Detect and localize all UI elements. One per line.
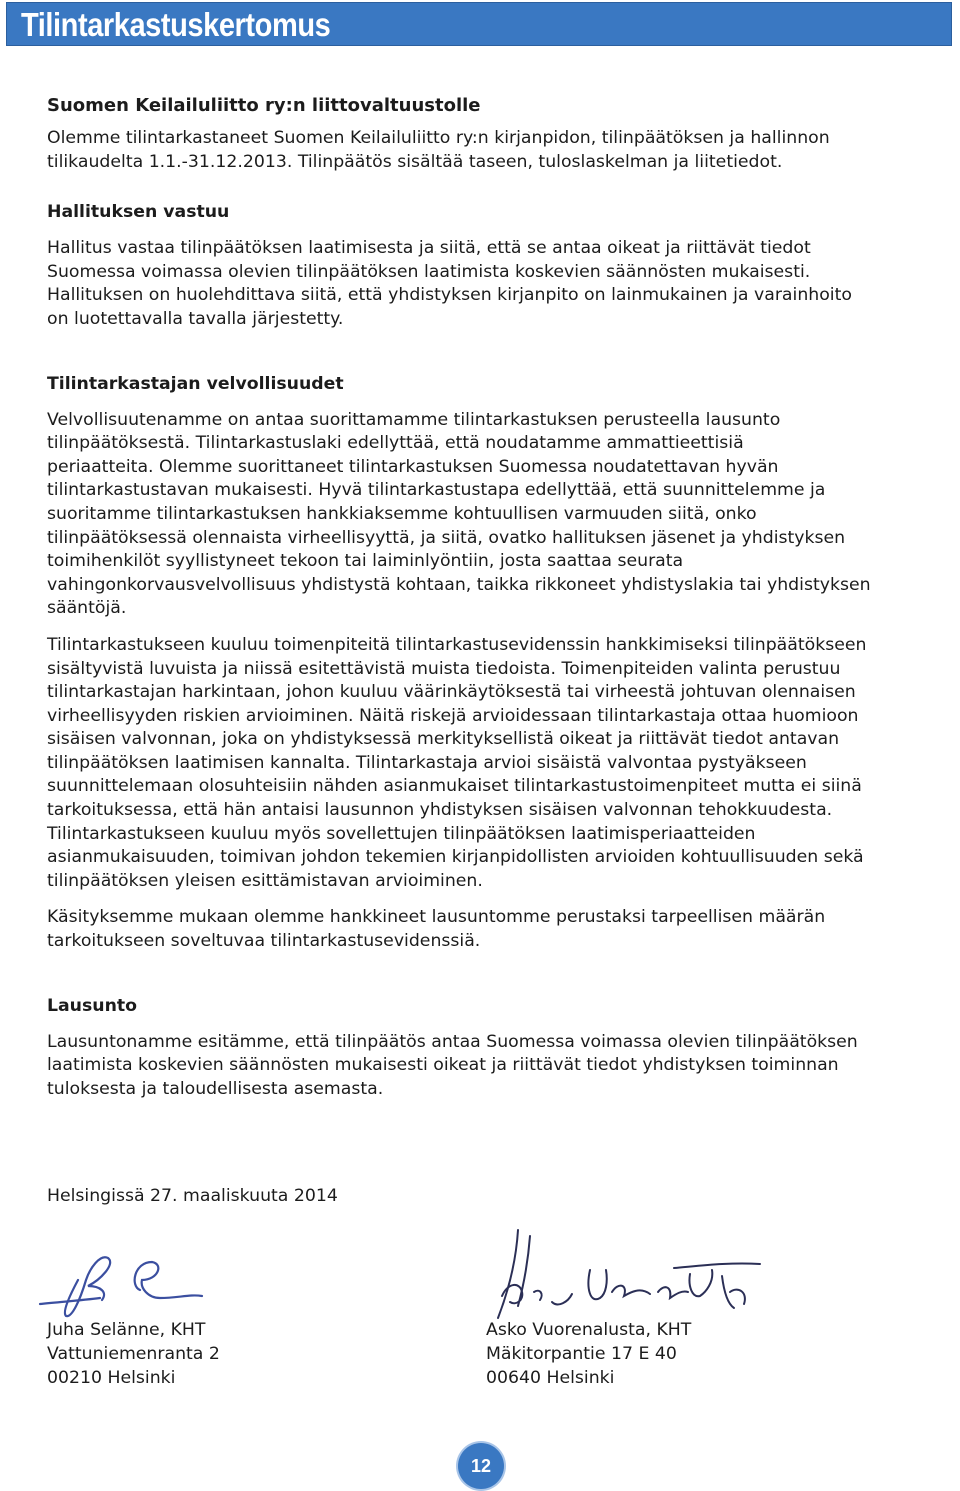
auditor-line: sääntöjä.: [47, 598, 127, 619]
signatory-right: [486, 1318, 691, 1390]
intro-line: tilikaudelta 1.1.-31.12.2013. Tilinpäätös sisältää taseen, tuloslaskelman ja liitetiedot.: [47, 151, 783, 172]
auditor-line: toimihenkilöt syyllistyneet tekoon tai laiminlyöntiin, josta saattaa seurata: [47, 551, 684, 572]
auditor-line: suoritamme tilintarkastuksen hankkiaksemme kohtuullisen varmuuden siitä, onko: [47, 503, 757, 524]
signatory-street: Vattuniemenranta 2: [47, 1344, 220, 1364]
place-and-date: Helsingissä 27. maaliskuuta 2014: [47, 1186, 338, 1206]
auditor-line: vahingonkorvausvelvollisuus yhdistystä kohtaan, taikka rikkoneet yhdistyslakia tai yhdistyksen: [47, 574, 871, 595]
auditor-line: periaatteita. Olemme suorittaneet tilintarkastuksen Suomessa noudatettavan hyvän: [47, 456, 779, 477]
auditor-line: asianmukaisuuden, toimivan johdon tekemien kirjanpidollisten arvioiden kohtuullisuuden sekä: [47, 847, 864, 868]
intro-paragraph: [47, 127, 927, 174]
statement-line: Lausuntonamme esitämme, että tilinpäätös antaa Suomessa voimassa olevien tilinpäätöksen: [47, 1031, 858, 1052]
board-line: Hallitus vastaa tilinpäätöksen laatimisesta ja siitä, että se antaa oikeat ja riittävät tiedot: [47, 238, 811, 259]
title-banner: [6, 2, 952, 46]
page-number-badge: 12: [458, 1443, 504, 1489]
document-body: [47, 94, 927, 1101]
auditor-line: Käsityksemme mukaan olemme hankkineet lausuntomme perustaksi tarpeellisen määrän: [47, 907, 826, 928]
section-heading-auditor: Tilintarkastajan velvollisuudet: [47, 373, 344, 394]
auditor-line: virheellisyyden riskien arvioiminen. Näitä riskejä arvioidessaan tilintarkastaja ottaa huomioon: [47, 705, 859, 726]
addressee: Suomen Keilailuliitto ry:n liittovaltuustolle: [47, 95, 481, 116]
statement-line: laatimista koskevien säännösten mukaisesti oikeat ja riittävät tiedot yhdistyksen toiminnan: [47, 1055, 839, 1076]
board-paragraph: [47, 237, 927, 331]
auditor-line: tilintarkastustavan mukaisesti. Hyvä tilintarkastustapa edellyttää, että suunnittelemme ja: [47, 480, 826, 501]
auditor-line: tilinpäätöksen laatimisen kannalta. Tilintarkastaja arvioi sisäistä valvontaa pystyäkseen: [47, 752, 807, 773]
auditor-line: sisäisen valvonnan, joka on yhdistyksessä merkityksellistä oikeat ja riittävät tiedot antavan: [47, 729, 840, 750]
board-line: Hallituksen on huolehdittava siitä, että yhdistyksen kirjanpito on lainmukainen ja varainhoito: [47, 285, 852, 306]
board-line: on luotettavalla tavalla järjestetty.: [47, 308, 344, 329]
board-line: Suomessa voimassa olevien tilinpäätöksen laatimista koskevien säännösten mukaisesti.: [47, 261, 811, 282]
auditor-line: sisältyvistä luvuista ja niissä esitettävistä muista tiedoista. Toimenpiteiden valinta perustuu: [47, 658, 841, 679]
section-heading-statement: Lausunto: [47, 995, 138, 1016]
auditor-paragraph-1: [47, 409, 927, 621]
auditor-line: tarkoituksessa, että hän antaisi lausunnon yhdistyksen sisäisen valvonnan tehokkuudesta.: [47, 800, 833, 821]
auditor-line: tilinpäätöksen yleisen esittämistavan arvioiminen.: [47, 870, 483, 891]
signatory-name: Juha Selänne, KHT: [47, 1320, 206, 1340]
auditor-line: Velvollisuutenamme on antaa suorittamamme tilintarkastuksen perusteella lausunto: [47, 409, 781, 430]
auditor-line: tilintarkastajan harkintaan, johon kuuluu väärinkäytöksestä tai virheestä johtuvan olennaisen: [47, 682, 856, 703]
auditor-line: Tilintarkastukseen kuuluu toimenpiteitä tilintarkastusevidenssin hankkimiseksi tilinpäätökseen: [47, 634, 867, 655]
auditor-line: tilinpäätöksestä. Tilintarkastuslaki edellyttää, että noudatamme ammattieettisiä: [47, 433, 744, 454]
statement-line: tuloksesta ja taloudellisesta asemasta.: [47, 1078, 384, 1099]
intro-line: Olemme tilintarkastaneet Suomen Keilailuliitto ry:n kirjanpidon, tilinpäätöksen ja hallinnon: [47, 128, 830, 148]
auditor-paragraph-3: [47, 906, 927, 953]
section-heading-board: Hallituksen vastuu: [47, 202, 230, 223]
signature-juha-selanne: [30, 1240, 230, 1320]
document-title: Tilintarkastuskertomus: [21, 6, 331, 43]
signatory-name: Asko Vuorenalusta, KHT: [486, 1320, 692, 1340]
auditor-line: tarkoitukseen soveltuvaa tilintarkastusevidenssiä.: [47, 931, 481, 952]
auditor-line: suunnittelemaan olosuhteisiin nähden asianmukaiset tilintarkastustoimenpiteet mutta ei siinä: [47, 776, 862, 797]
auditor-line: Tilintarkastukseen kuuluu myös sovellettujen tilinpäätöksen laatimisperiaatteiden: [47, 823, 756, 844]
auditor-paragraph-2: [47, 634, 927, 894]
auditor-line: tilinpäätöksessä olennaista virheellisyyttä, ja siitä, ovatko hallituksen jäsenet ja yhdistyksen: [47, 527, 846, 548]
signature-asko-vuorenalusta: [478, 1222, 778, 1322]
signatory-left: [47, 1318, 220, 1390]
statement-paragraph: [47, 1031, 927, 1102]
signatory-city: 00640 Helsinki: [486, 1368, 615, 1388]
signatory-city: 00210 Helsinki: [47, 1368, 176, 1388]
signatory-street: Mäkitorpantie 17 E 40: [486, 1344, 677, 1364]
